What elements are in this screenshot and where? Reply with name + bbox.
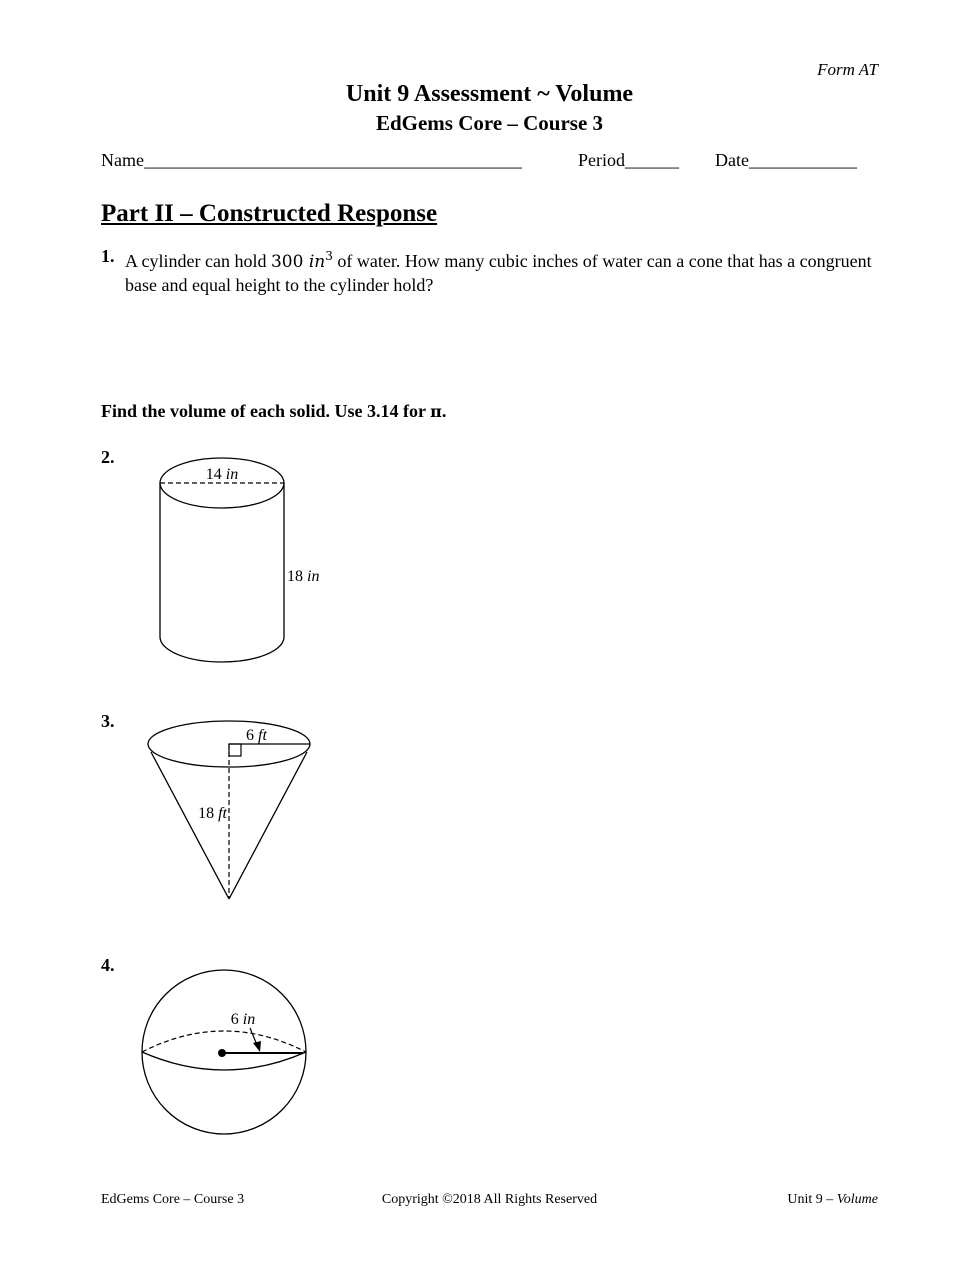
footer-right-prefix: Unit 9 – [787,1192,834,1207]
cone-radius-value: 6 [246,727,254,744]
date-field[interactable]: Date____________ [715,150,857,170]
cylinder-height-label [287,568,319,585]
sphere-radius-value: 6 [230,1011,239,1028]
sphere-label-arrowhead [253,1041,261,1052]
cylinder-diameter-label [206,466,238,483]
math-exponent: 3 [325,249,333,263]
page-title: Unit 9 Assessment ~ Volume [345,81,634,107]
footer-right [787,1192,878,1208]
cone-height-label [198,805,227,822]
cylinder-bottom [160,637,284,662]
question-3-number: 3. [101,711,115,731]
cone-right-side [229,752,307,899]
part-heading: Part II – Constructed Response [101,200,438,227]
cylinder-figure [160,458,319,662]
cone-figure [148,721,310,899]
question-number: 1. [101,246,115,266]
sphere-equator-back [142,1031,306,1052]
cone-left-side [151,752,229,899]
math-value: 300 [270,252,304,272]
sphere-figure [142,970,306,1134]
footer-center: Copyright ©2018 All Rights Reserved [381,1192,598,1207]
form-label: Form AT [817,60,878,79]
footer-right-title: Volume [836,1192,878,1207]
question-2-number: 2. [101,447,115,467]
cylinder-height-value: 18 [287,568,303,585]
cylinder-diameter-value: 14 [205,466,222,483]
instructions-text: Find the volume of each solid. Use 3.14 for [101,401,426,421]
right-angle-marker [229,744,241,756]
page-subtitle: EdGems Core – Course 3 [375,111,604,135]
cone-height-unit: ft [218,805,227,822]
period-field[interactable]: Period______ [578,150,679,170]
footer-left: EdGems Core – Course 3 [101,1192,245,1207]
sphere-radius-label [231,1011,255,1028]
cylinder-diameter-unit: in [225,466,239,483]
cylinder-height-unit: in [307,568,320,585]
instructions-end: . [441,401,447,421]
name-field[interactable]: Name__________________________________________ [101,150,522,170]
cone-radius-label [246,727,267,744]
question-text-end: of water. How many cubic inches of water can a cone that has a congruent base and equal height to the cylinder hold? [125,251,872,295]
pi-symbol: π [430,402,442,421]
cone-radius-unit: ft [258,727,267,744]
math-unit: in [308,252,326,272]
question-4-number: 4. [101,955,115,975]
cone-height-value: 18 [198,805,215,822]
question-text-start: A cylinder can hold [125,251,267,271]
sphere-radius-unit: in [242,1011,256,1028]
